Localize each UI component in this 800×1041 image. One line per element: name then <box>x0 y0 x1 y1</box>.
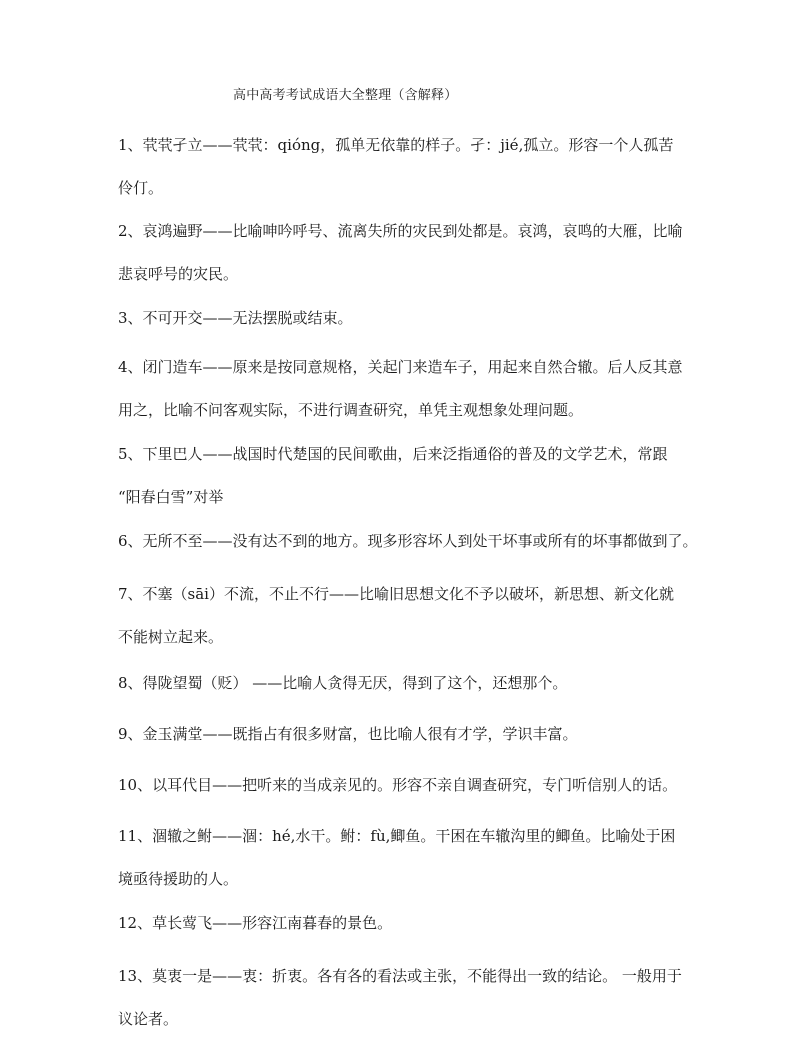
idiom-entry-9 <box>118 713 698 756</box>
idiom-entry-8 <box>118 662 698 705</box>
idiom-entry-7 <box>118 573 698 659</box>
entry-line: 12、草长莺飞——形容江南暮春的景色。 <box>118 914 393 932</box>
entry-line: 7、不塞（sāi）不流，不止不行——比喻旧思想文化不予以破坏，新思想、新文化就 <box>118 585 674 603</box>
idiom-entry-3 <box>118 297 698 340</box>
entry-line: 9、金玉满堂——既指占有很多财富，也比喻人很有才学，学识丰富。 <box>118 725 578 743</box>
idiom-entry-12 <box>118 902 698 945</box>
entry-line: 用之，比喻不问客观实际，不进行调查研究，单凭主观想象处理问题。 <box>118 401 584 419</box>
entry-line: 13、莫衷一是——衷：折衷。各有各的看法或主张，不能得出一致的结论。 一般用于 <box>118 967 682 985</box>
idiom-entry-1 <box>118 124 698 210</box>
entry-line: 10、以耳代目——把听来的当成亲见的。形容不亲自调查研究，专门听信别人的话。 <box>118 776 678 794</box>
entry-line: 1、茕茕孑立——茕茕：qióng，孤单无依靠的样子。孑：jié,孤立。形容一个人孤苦 <box>118 136 674 154</box>
idiom-entry-6 <box>118 520 698 563</box>
idiom-entry-5 <box>118 433 698 519</box>
entry-line: 11、涸辙之鲋——涸：hé,水干。鲋：fù,鲫鱼。干困在车辙沟里的鲫鱼。比喻处于困 <box>118 827 676 845</box>
entry-line: 6、无所不至——没有达不到的地方。现多形容坏人到处干坏事或所有的坏事都做到了。 <box>118 532 698 550</box>
entry-line: 3、不可开交——无法摆脱或结束。 <box>118 309 353 327</box>
entry-line: 4、闭门造车——原来是按同意规格，关起门来造车子，用起来自然合辙。后人反其意 <box>118 358 683 376</box>
document-title: 高中高考考试成语大全整理（含解释） <box>233 88 458 103</box>
idiom-entry-11 <box>118 815 698 901</box>
idiom-entry-2 <box>118 210 698 296</box>
entry-line: 议论者。 <box>118 1010 179 1028</box>
entry-line: 不能树立起来。 <box>118 628 224 646</box>
entry-line: 悲哀呼号的灾民。 <box>118 265 239 283</box>
entry-line: 伶仃。 <box>118 179 164 197</box>
entry-line: 境亟待援助的人。 <box>118 870 239 888</box>
idiom-entry-4 <box>118 346 698 432</box>
idiom-entry-10 <box>118 764 698 807</box>
entry-line: 8、得陇望蜀（贬） ——比喻人贪得无厌，得到了这个，还想那个。 <box>118 674 568 692</box>
entry-line: 2、哀鸿遍野——比喻呻吟呼号、流离失所的灾民到处都是。哀鸿，哀鸣的大雁，比喻 <box>118 222 683 240</box>
idiom-entry-13 <box>118 955 698 1041</box>
entry-line: 5、下里巴人——战国时代楚国的民间歌曲，后来泛指通俗的普及的文学艺术，常跟 <box>118 445 668 463</box>
entry-line: “阳春白雪”对举 <box>118 488 224 506</box>
